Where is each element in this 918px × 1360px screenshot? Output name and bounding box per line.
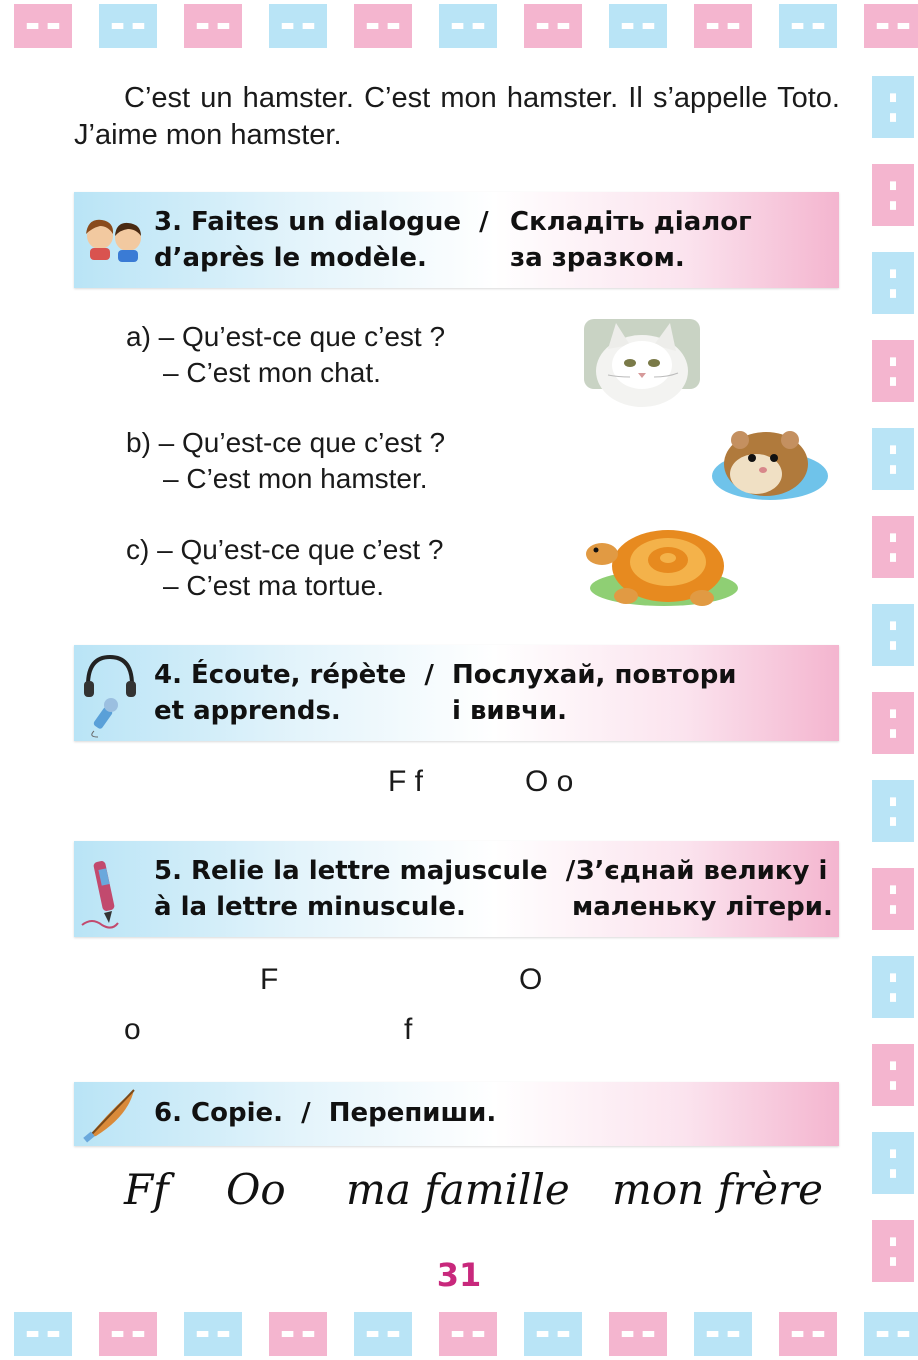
lowercase-letter-f: f [404,1013,413,1046]
exercise-3-title-ua-2: за зразком. [510,243,685,273]
border-block-notch [877,1331,889,1337]
border-block [872,692,914,754]
dialogue-c-question: c) – Qu’est-ce que c’est ? [126,534,444,565]
border-block [872,252,914,314]
border-block [269,1312,327,1356]
border-block-notch [643,1331,655,1337]
border-block-notch [537,1331,549,1337]
border-block-notch [27,1331,39,1337]
border-block-notch [473,1331,485,1337]
border-block [694,1312,752,1356]
border-block-notch [48,23,60,29]
border-block-notch [890,377,896,386]
border-block-notch [367,1331,379,1337]
border-block-notch [707,1331,719,1337]
turtle-picture [580,520,740,612]
border-block-notch [643,23,655,29]
border-block-notch [890,641,896,650]
border-block [99,4,157,48]
border-block-notch [388,1331,400,1337]
decorative-border-right [864,52,918,1308]
border-block [609,4,667,48]
border-block-notch [890,973,896,982]
border-block-notch [558,1331,570,1337]
border-block-notch [890,553,896,562]
exercise-4-title-ua-2: і вивчи. [452,696,568,726]
border-block-notch [303,1331,315,1337]
border-block-notch [890,201,896,210]
border-block [439,1312,497,1356]
border-block-notch [707,23,719,29]
border-block [694,4,752,48]
border-block-notch [813,1331,825,1337]
cursive-ma-famille: ma famille [346,1165,570,1214]
border-block-notch [728,1331,740,1337]
border-block-notch [890,1169,896,1178]
border-block [872,340,914,402]
feather-pen-icon [78,1082,148,1146]
border-block-notch [133,23,145,29]
border-block [354,1312,412,1356]
border-block-notch [622,23,634,29]
border-block-notch [813,23,825,29]
decorative-border-bottom [0,1308,918,1360]
white-cat-picture [578,315,706,410]
border-block-notch [112,23,124,29]
border-block [184,1312,242,1356]
border-block [524,1312,582,1356]
uppercase-letter-f: F [260,963,279,996]
border-block-notch [282,1331,294,1337]
border-block-notch [890,533,896,542]
cursive-mon-frere: mon frère [612,1165,823,1214]
border-block [872,868,914,930]
border-block-notch [890,93,896,102]
border-block-notch [890,269,896,278]
border-block-notch [877,23,889,29]
border-block-notch [890,181,896,190]
border-block [872,604,914,666]
border-block-notch [792,23,804,29]
dialogue-a-answer: – C’est mon chat. [163,357,381,388]
border-block [439,4,497,48]
lowercase-letter-o: o [124,1013,141,1046]
border-block [872,1132,914,1194]
dialogue-b-answer: – C’est mon hamster. [163,463,428,494]
border-block-notch [133,1331,145,1337]
border-block-notch [890,1237,896,1246]
border-block [184,4,242,48]
exercise-3-banner [74,192,839,288]
border-block [14,4,72,48]
border-block-notch [452,23,464,29]
exercise-4-title-ua-1: Послухай, повтори [452,660,737,690]
exercise-4-title-fr-1: 4. Écoute, répète / [154,660,434,690]
headphones-microphone-icon [78,645,148,741]
border-block [524,4,582,48]
cursive-ff: Ff [124,1165,169,1214]
border-block-notch [890,885,896,894]
border-block-notch [558,23,570,29]
border-block [872,164,914,226]
border-block-notch [890,113,896,122]
hamster-picture [700,418,828,508]
decorative-border-top [0,0,918,52]
border-block [864,4,918,48]
border-block-notch [890,709,896,718]
border-block [872,780,914,842]
border-block [872,516,914,578]
exercise-5-title-ua-1: З’єднай велику і [576,856,828,886]
cursive-oo: Oo [226,1165,286,1214]
border-block-notch [890,289,896,298]
border-block-notch [112,1331,124,1337]
border-block [609,1312,667,1356]
border-block-notch [890,465,896,474]
letter-pair-o: O o [525,765,574,798]
border-block [872,428,914,490]
border-block-notch [898,23,910,29]
border-block-notch [282,23,294,29]
intro-paragraph: C’est un hamster. C’est mon hamster. Il s’appelle Toto. J’aime mon hamster. [74,82,840,151]
border-block-notch [890,1149,896,1158]
border-block-notch [898,1331,910,1337]
exercise-3-title-fr-1: 3. Faites un dialogue / [154,207,489,237]
border-block-notch [27,23,39,29]
border-block-notch [890,905,896,914]
border-block-notch [473,23,485,29]
border-block-notch [890,797,896,806]
border-block-notch [890,1061,896,1070]
border-block [14,1312,72,1356]
border-block [99,1312,157,1356]
border-block-notch [622,1331,634,1337]
letter-pair-f: F f [388,765,423,798]
uppercase-letter-o: O [519,963,543,996]
exercise-4-title-fr-2: et apprends. [154,696,341,726]
border-block [779,1312,837,1356]
border-block-notch [48,1331,60,1337]
children-talking-icon [78,192,148,288]
border-block-notch [218,1331,230,1337]
border-block-notch [890,993,896,1002]
exercise-4-banner [74,645,839,741]
border-block-notch [890,817,896,826]
border-block [872,76,914,138]
exercise-3-title-fr-2: d’après le modèle. [154,243,427,273]
border-block-notch [537,23,549,29]
border-block [779,4,837,48]
border-block-notch [728,23,740,29]
exercise-5-banner [74,841,839,937]
border-block-notch [388,23,400,29]
border-block-notch [890,621,896,630]
border-block [354,4,412,48]
border-block-notch [890,445,896,454]
exercise-6-title: 6. Copie. / Перепиши. [154,1098,497,1128]
exercise-5-title-fr-2: à la lettre minuscule. [154,892,466,922]
border-block-notch [890,1081,896,1090]
border-block-notch [218,23,230,29]
exercise-6-banner [74,1082,839,1146]
dialogue-a-question: a) – Qu’est-ce que c’est ? [126,321,446,352]
border-block-notch [197,23,209,29]
border-block [864,1312,918,1356]
dialogue-c-answer: – C’est ma tortue. [163,570,384,601]
exercise-5-title-fr-1: 5. Relie la lettre majuscule / [154,856,576,886]
border-block-notch [890,357,896,366]
border-block-notch [367,23,379,29]
border-block-notch [303,23,315,29]
page-number: 31 [436,1256,482,1294]
border-block [872,1044,914,1106]
pen-icon [78,841,148,937]
border-block-notch [792,1331,804,1337]
exercise-3-title-ua-1: Складіть діалог [510,207,752,237]
border-block [872,956,914,1018]
dialogue-b-question: b) – Qu’est-ce que c’est ? [126,427,446,458]
border-block-notch [452,1331,464,1337]
border-block [269,4,327,48]
border-block-notch [890,729,896,738]
exercise-5-title-ua-2: маленьку літери. [572,892,833,922]
border-block-notch [197,1331,209,1337]
